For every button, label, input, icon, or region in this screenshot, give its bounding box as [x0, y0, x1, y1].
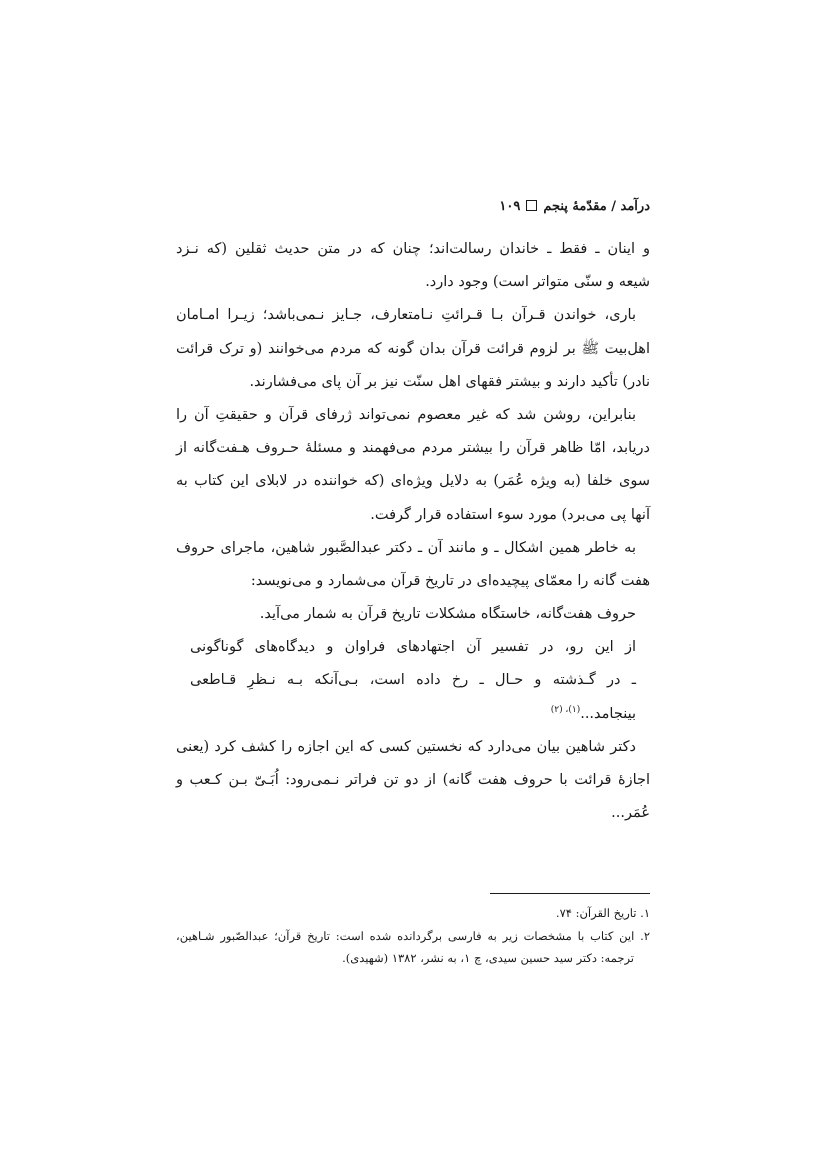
body-line: باری، خواندن قـرآن بـا قـرائتِ نـامتعارف، جـایز نـمی‌باشد؛ زیـرا امـامان [176, 307, 636, 324]
body-line: به خاطر همین اشکال ـ و مانند آن ـ دکتر عبدالصَّبور شاهین، ماجرای حروف [176, 539, 636, 556]
body-line: و اینان ـ فقط ـ خاندان رسالت‌اند؛ چنان که در متن حدیث ثقلین (که نـزد [176, 241, 650, 257]
quote-line: حروف هفت‌گانه، خاستگاه مشکلات تاریخ قرآن به شمار می‌آید. [259, 606, 636, 623]
footnote: ۲. این کتاب با مشخصات زیر به فارسی برگردانده شده است: تاریخ قرآن؛ عبدالصّبور شـاهین، [176, 928, 650, 943]
body-line: بنابراین، روشن شد که غیر معصوم نمی‌تواند ژرفای قرآن و حقیقتِ آن را [176, 406, 636, 423]
quote-line-text: بینجامد... [580, 705, 636, 722]
footnote-markers: (۱)، (۲) [550, 704, 581, 715]
body-line: عُمَر... [611, 805, 650, 822]
section-title: درآمد / مقدّمهٔ پنجم [543, 199, 650, 214]
quote-line: از این رو، در تفسیر آن اجتهادهای فراوان و دیدگاه‌های گوناگونی [190, 639, 636, 656]
body-line: سوی خلفا (به ویژه عُمَر) به دلایل ویژه‌ای (که خواننده در لابلای این کتاب به [176, 473, 650, 490]
body-line: اهل‌بیت ﷺ بر لزوم قرائت قرآن بدان گونه که مردم می‌خوانند (و ترک قرائت [176, 340, 650, 357]
body-text [176, 233, 650, 830]
body-line: هفت گانه را معمّای پیچیده‌ای در تاریخ قرآن می‌شمارد و می‌نویسد: [250, 572, 650, 589]
page-number: ۱۰۹ [499, 199, 521, 214]
body-line: نادر) تأکید دارند و بیشتر فقهای اهل سنّت نیز بر آن پای می‌فشارند. [249, 373, 650, 390]
body-line: شیعه و سنّی متواتر است) وجود دارد. [425, 274, 650, 291]
body-line: آنها پی می‌برد) مورد سوء استفاده قرار گرفت. [370, 506, 650, 523]
quote-line: ـ در گـذشته و حـال ـ رخ داده است، بـی‌آنکه بـه نـظرِ قـاطعی [190, 672, 636, 689]
footnote-continuation: ترجمه: دکتر سید حسین سیدی، چ ۱، به نشر، ۱۳۸۲ (شهیدی). [342, 951, 634, 965]
running-header [176, 196, 650, 218]
quote-line [176, 698, 650, 731]
square-ornament-icon [526, 200, 537, 211]
footnote-divider [490, 893, 650, 894]
footnote: ۱. تاریخ القرآن: ۷۴. [555, 906, 650, 920]
block-quote [176, 598, 650, 731]
body-line: دکتر شاهین بیان می‌دارد که نخستین کسی که این اجازه را کشف کرد (یعنی [176, 738, 636, 755]
body-line: دریابد، امّا ظاهر قرآن را بیشتر مردم می‌فهمند و مسئلهٔ حـروف هـفت‌گانه از [176, 440, 650, 457]
body-line: اجازهٔ قرائت با حروف هفت گانه) از دو تن فراتر نـمی‌رود: اُبَـیّ بـن کـعب و [176, 772, 650, 788]
footnotes [176, 902, 650, 970]
